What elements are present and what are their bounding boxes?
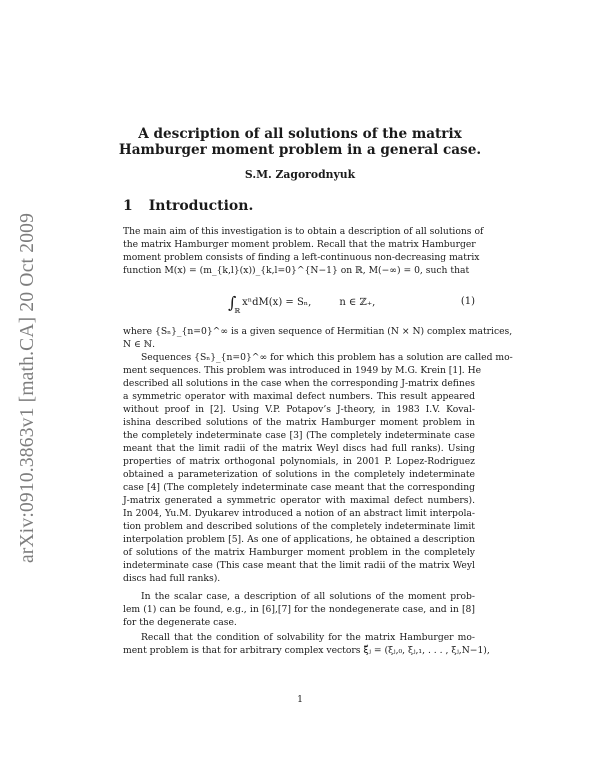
equation-condition: n ∈ ℤ₊, bbox=[339, 297, 376, 308]
text-line: Sequences {Sₙ}_{n=0}^∞ for which this problem has a solution are called mo- bbox=[141, 352, 513, 363]
text-line: case [4] (The completely indeterminate case meant that the corresponding bbox=[123, 482, 475, 493]
text-line: indeterminate case (This case meant that the limit radii of the matrix Weyl bbox=[123, 560, 475, 571]
text-line: function M(x) = (m_{k,l}(x))_{k,l=0}^{N−1} on ℝ, M(−∞) = 0, such that bbox=[123, 265, 470, 276]
text-line: meant that the limit radii of the matrix Weyl discs had full ranks). Using bbox=[123, 443, 475, 454]
text-line: of solutions of the matrix Hamburger moment problem in the completely bbox=[123, 547, 475, 558]
moment-equation bbox=[123, 293, 475, 315]
text-line: moment problem consists of finding a left-continuous non-decreasing matrix bbox=[123, 252, 480, 263]
paper-title-line: Hamburger moment problem in a general case. bbox=[118, 142, 482, 158]
text-line: without proof in [2]. Using V.P. Potapov’s J-theory, in 1983 I.V. Koval- bbox=[123, 404, 475, 415]
text-line: N ∈ ℕ. bbox=[123, 339, 155, 350]
text-line: ment problem is that for arbitrary complex vectors ξ⃗ⱼ = (ξⱼ,₀, ξⱼ,₁, . . . , ξⱼ,N−1), bbox=[123, 645, 490, 656]
paper-title-line: A description of all solutions of the matrix bbox=[138, 126, 462, 142]
solvability-paragraph bbox=[123, 631, 490, 657]
text-line: a symmetric operator with maximal defect numbers. This result appeared bbox=[123, 391, 475, 402]
text-line: J-matrix generated a symmetric operator with maximal defect numbers). bbox=[123, 495, 475, 506]
integral-domain: ℝ bbox=[234, 307, 241, 315]
text-line: obtained a parameterization of solutions in the completely indeterminate bbox=[123, 469, 475, 480]
arxiv-identifier bbox=[10, 188, 46, 588]
equation-body bbox=[228, 293, 375, 315]
text-line: described all solutions in the case when the corresponding J-matrix defines bbox=[123, 378, 475, 389]
text-line: In the scalar case, a description of all solutions of the moment prob- bbox=[141, 591, 475, 602]
paper-title bbox=[100, 126, 500, 158]
intro-paragraph bbox=[123, 225, 484, 277]
text-line: lem (1) can be found, e.g., in [6],[7] for the nondegenerate case, and in [8] bbox=[123, 604, 475, 615]
integral-sign: ∫ bbox=[228, 293, 237, 312]
history-paragraph bbox=[123, 351, 513, 585]
text-line: where {Sₙ}_{n=0}^∞ is a given sequence of Hermitian (N × N) complex matrices, bbox=[123, 326, 513, 337]
text-line: ment sequences. This problem was introduced in 1949 by M.G. Krein [1]. He bbox=[123, 365, 482, 376]
page-number: 1 bbox=[297, 694, 303, 705]
text-line: ishina described solutions of the matrix Hamburger moment problem in bbox=[123, 417, 475, 428]
equation-number: (1) bbox=[460, 296, 475, 307]
section-number: 1 bbox=[123, 198, 133, 214]
text-line: for the degenerate case. bbox=[123, 617, 237, 628]
scalar-paragraph bbox=[123, 590, 475, 629]
arxiv-identifier-text: arXiv:0910.3863v1 [math.CA] 20 Oct 2009 bbox=[17, 212, 38, 564]
text-line: properties of matrix orthogonal polynomials, in 2001 P. Lopez-Rodriguez bbox=[123, 456, 475, 467]
author-name: S.M. Zagorodnyuk bbox=[244, 168, 356, 181]
text-line: In 2004, Yu.M. Dyukarev introduced a notion of an abstract limit interpola- bbox=[123, 508, 475, 519]
text-line: tion problem and described solutions of the completely indeterminate limit bbox=[123, 521, 475, 532]
section-heading bbox=[123, 198, 253, 214]
definition-paragraph bbox=[123, 325, 513, 351]
text-line: The main aim of this investigation is to obtain a description of all solutions of bbox=[123, 226, 484, 237]
text-line: interpolation problem [5]. As one of applications, he obtained a description bbox=[123, 534, 475, 545]
text-line: the matrix Hamburger moment problem. Recall that the matrix Hamburger bbox=[123, 239, 476, 250]
equation-expression: xⁿdM(x) = Sₙ, bbox=[242, 297, 312, 308]
section-title: Introduction. bbox=[148, 198, 254, 214]
text-line: Recall that the condition of solvability for the matrix Hamburger mo- bbox=[141, 632, 475, 643]
text-line: discs had full ranks). bbox=[123, 573, 221, 584]
text-line: the completely indeterminate case [3] (The completely indeterminate case bbox=[123, 430, 475, 441]
